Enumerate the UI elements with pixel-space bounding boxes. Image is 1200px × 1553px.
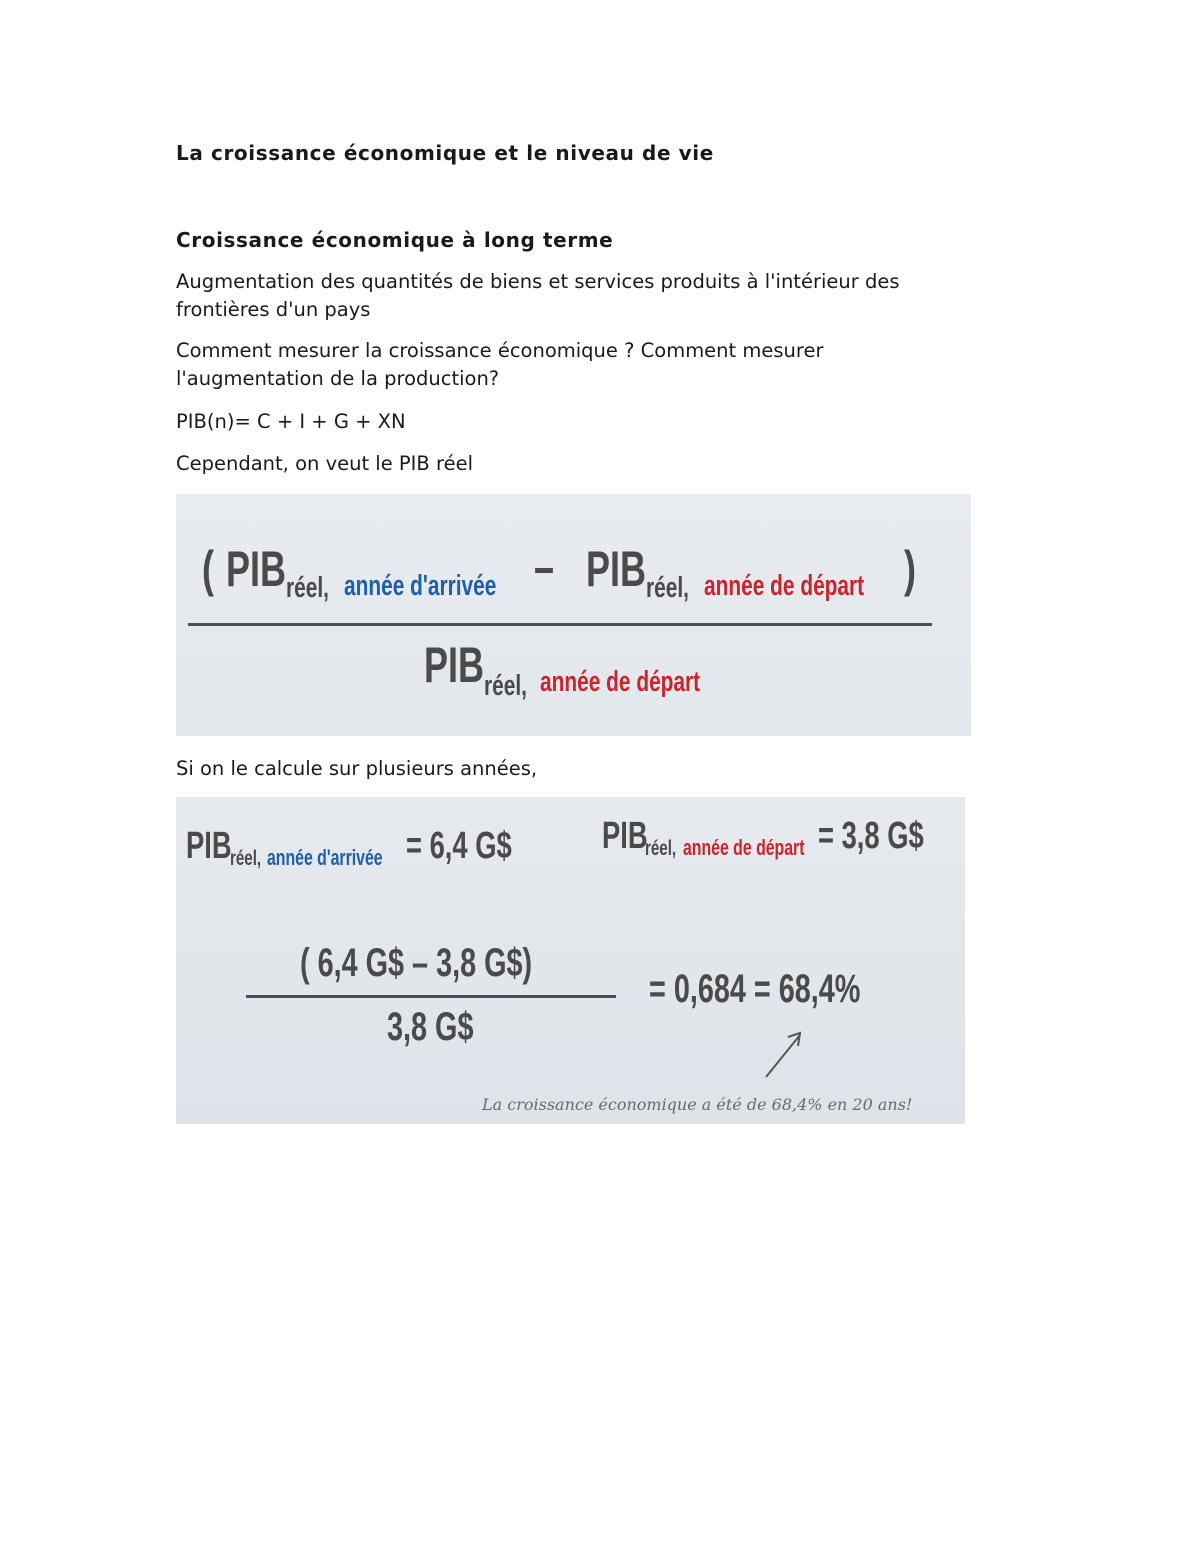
example-note: La croissance économique a été de 68,4% en 20 ans! (482, 1095, 913, 1114)
formula-reel-departure: réel, (646, 572, 689, 604)
example-arrival-year: année d'arrivée (267, 845, 383, 870)
section-heading: Croissance économique à long terme (176, 228, 614, 252)
formula-denominator-year: année de départ (540, 666, 701, 698)
definition-paragraph: Augmentation des quantités de biens et services produits à l'intérieur des frontières d'un pays (176, 270, 900, 321)
formula-reel-arrival: réel, (286, 572, 329, 604)
formula-pib-arrival: PIB (226, 541, 287, 597)
nominal-gdp-formula: PIB(n)= C + I + G + XN (176, 410, 406, 433)
example-result: = 0,684 = 68,4% (649, 967, 861, 1011)
example-departure-value: = 3,8 G$ (818, 815, 924, 857)
example-fraction-bar (246, 995, 616, 998)
formula-open-paren: ( (202, 541, 214, 597)
multi-year-paragraph: Si on le calcule sur plusieurs années, (176, 757, 538, 780)
formula-departure-year: année de départ (704, 570, 865, 602)
example-reel-departure: réel, (645, 837, 677, 860)
example-departure-year: année de départ (683, 835, 805, 860)
document-title: La croissance économique et le niveau de vie (176, 141, 714, 165)
question-paragraph: Comment mesurer la croissance économique ? Comment mesurer l'augmentation de la production? (176, 339, 824, 390)
growth-formula-image (176, 494, 971, 736)
arrow-icon (758, 1029, 808, 1081)
formula-minus: – (534, 539, 555, 595)
formula-pib-denominator: PIB (424, 637, 485, 693)
example-pib-arrival: PIB (186, 825, 232, 867)
fraction-bar (188, 623, 932, 626)
real-gdp-paragraph: Cependant, on veut le PIB réel (176, 452, 474, 475)
example-numerator: ( 6,4 G$ – 3,8 G$) (300, 941, 533, 985)
example-denominator: 3,8 G$ (387, 1005, 474, 1049)
growth-example-image (176, 797, 965, 1124)
formula-reel-denominator: réel, (484, 670, 527, 702)
formula-close-paren: ) (904, 541, 916, 597)
example-pib-departure: PIB (602, 815, 648, 857)
example-arrival-value: = 6,4 G$ (406, 825, 512, 867)
formula-pib-departure: PIB (586, 541, 647, 597)
example-reel-arrival: réel, (230, 847, 262, 870)
formula-arrival-year: année d'arrivée (344, 570, 497, 602)
